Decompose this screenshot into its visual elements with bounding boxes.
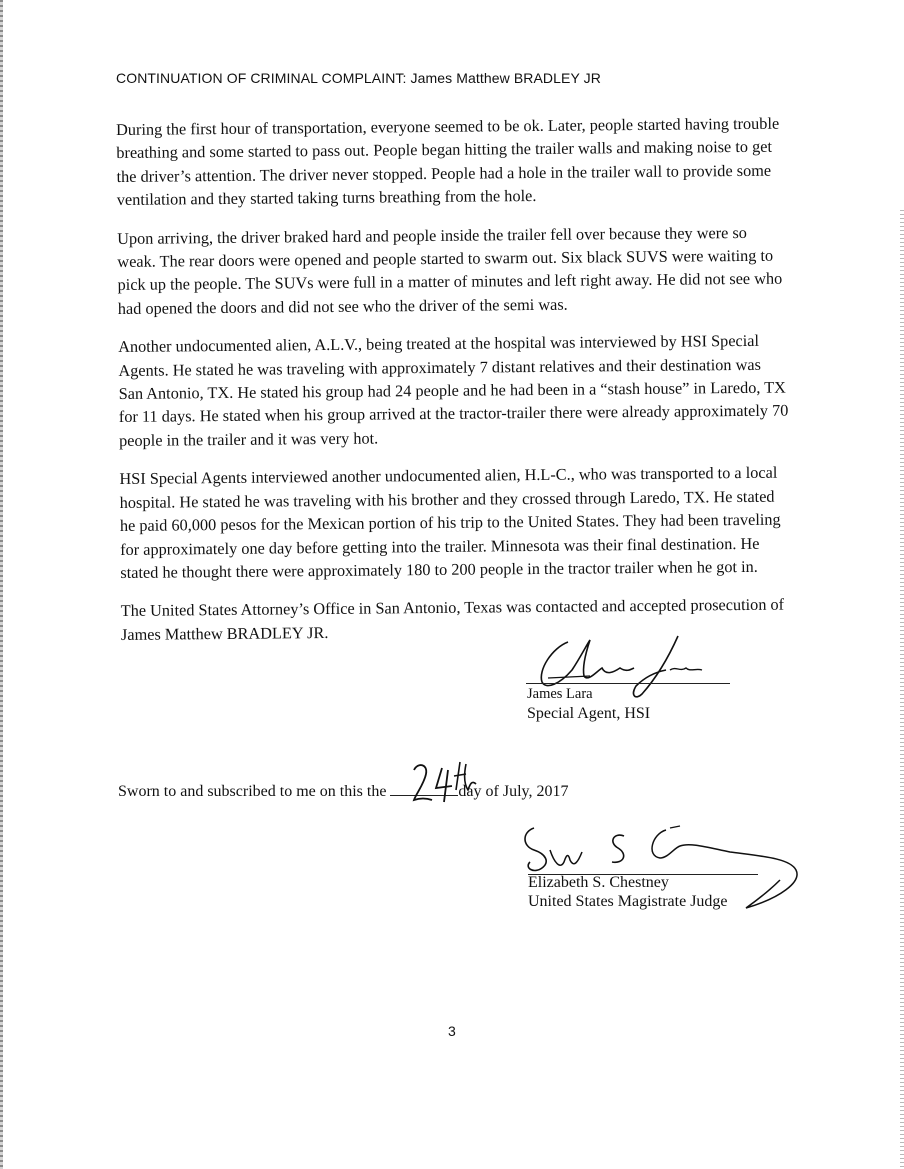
complaint-body — [116, 112, 791, 662]
sworn-statement — [118, 783, 568, 801]
paragraph-alv-interview: Another undocumented alien, A.L.V., being treated at the hospital was interviewed by HSI Special Agents. He stated he was traveling with approximately 7 distant relatives and their destination was San Antonio, TX. He stated his group had 24 people and he had been in a “stash house” in Laredo, TX for 11 days. He stated when his group arrived at the tractor-trailer there were already approximately 70 people in the trailer and it was very hot. — [118, 331, 789, 450]
sworn-suffix: day of July, 2017 — [458, 783, 569, 800]
scan-edge-right — [900, 210, 904, 1169]
sworn-prefix: Sworn to and subscribed to me on this the — [118, 783, 387, 800]
judge-title: United States Magistrate Judge — [528, 893, 728, 910]
handwritten-day — [410, 760, 480, 806]
agent-title: Special Agent, HSI — [527, 705, 651, 722]
page-number: 3 — [448, 1023, 456, 1039]
paragraph-prosecution: The United States Attorney’s Office in San Antonio, Texas was contacted and accepted prosecution of James Matthew BRADLEY JR. — [120, 594, 785, 644]
paragraph-hlc-interview: HSI Special Agents interviewed another undocumented alien, H.L-C., who was transported to a local hospital. He stated he was traveling with his brother and they crossed through Laredo, TX. He stated he paid 60,000 pesos for the Mexican portion of his trip to the United States. They had been traveling for approximately one day before getting into the trailer. Minnesota was their final destination. He stated he thought there were approximately 180 to 200 people in the tractor trailer when he got in. — [119, 462, 781, 582]
agent-name: James Lara — [527, 686, 593, 702]
paragraph-transportation: During the first hour of transportation, everyone seemed to be ok. Later, people started having trouble breathing and some started to pass out. People began hitting the trailer walls and making noise to get the driver’s attention. The driver never stopped. People had a hole in the trailer wall to provide some ventilation and they started taking turns breathing from the hole. — [116, 113, 780, 210]
page-header: CONTINUATION OF CRIMINAL COMPLAINT: James Matthew BRADLEY JR — [116, 70, 601, 86]
scan-edge-left — [0, 0, 3, 1169]
agent-signature-line — [526, 683, 730, 684]
paragraph-arrival: Upon arriving, the driver braked hard and people inside the trailer fell over because they were so weak. The rear doors were opened and people started to swarm out. Six black SUVS were waiting to pick up the people. The SUVs were full in a matter of minutes and left right away. He did not see who had opened the doors and did not see who the driver of the semi was. — [117, 222, 783, 318]
judge-name: Elizabeth S. Chestney — [528, 874, 669, 891]
